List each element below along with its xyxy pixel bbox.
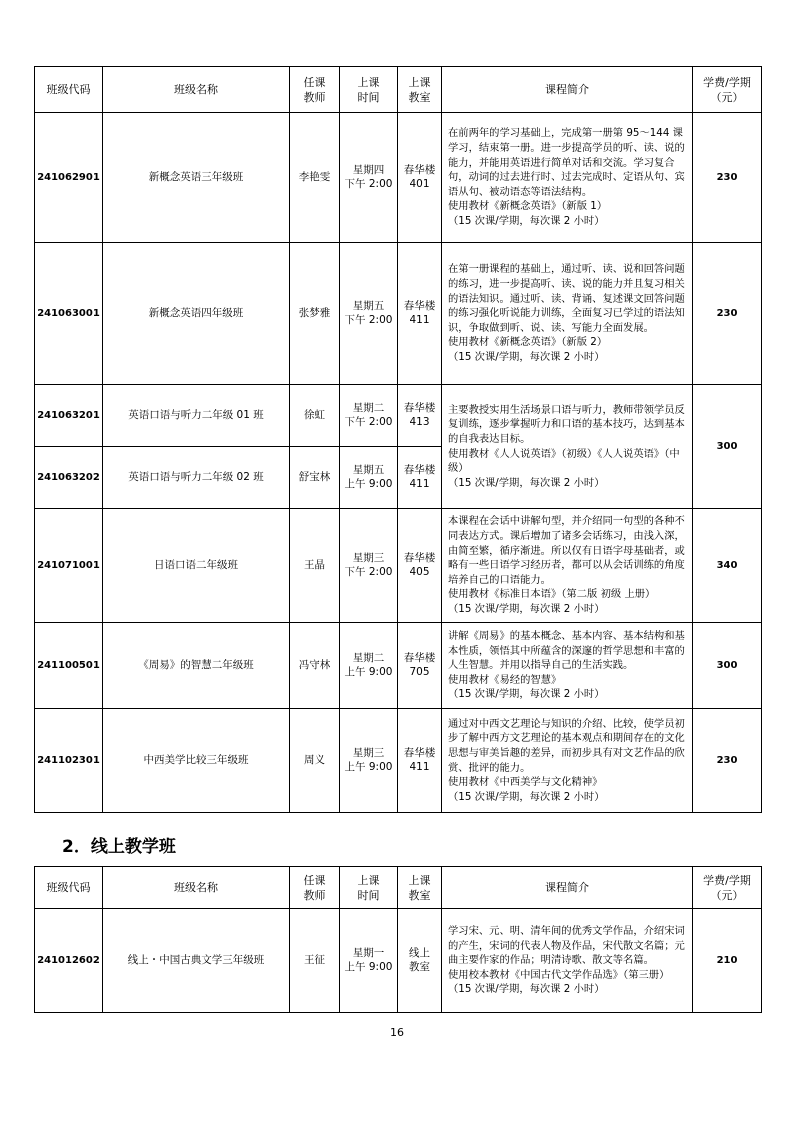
class-code: 241102301 xyxy=(35,709,103,813)
header-time: 上课 时间 xyxy=(340,867,398,909)
teacher: 王征 xyxy=(290,909,340,1013)
teacher: 王晶 xyxy=(290,509,340,623)
class-code: 241012602 xyxy=(35,909,103,1013)
course-intro: 本课程在会话中讲解句型，并介绍同一句型的各种不同表达方式。课后增加了诸多会话练习，由浅入深，由简至繁，循序渐进。所以仅有日语字母基础者，或略有一些日语学习经历者，都可以从会话训练的角度培养自己的口语能力。 使用教材《标准日本语》（第二版 初级 上册） （15 次课/学期，每次课 2 小时） xyxy=(442,509,693,623)
header-code: 班级代码 xyxy=(35,867,103,909)
class-code: 241100501 xyxy=(35,623,103,709)
header-room: 上课 教室 xyxy=(398,867,442,909)
class-time: 星期二 上午 9:00 xyxy=(340,623,398,709)
header-fee: 学费/学期 （元） xyxy=(693,867,762,909)
class-time: 星期五 上午 9:00 xyxy=(340,447,398,509)
header-room: 上课 教室 xyxy=(398,67,442,113)
page-number: 16 xyxy=(390,1026,404,1039)
class-name: 中西美学比较三年级班 xyxy=(103,709,290,813)
tuition-fee: 230 xyxy=(693,243,762,385)
course-intro: 在第一册课程的基础上，通过听、读、说和回答问题的练习，进一步提高听、读、说的能力并且复习相关的语法知识。通过听、读、背诵、复述课文回答问题的练习强化听说能力训练，全面复习已学过的语法知识，争取做到听、说、读、写能力全面发展。 使用教材《新概念英语》（新版 2） （15 次课/学期，每次课 2 小时） xyxy=(442,243,693,385)
class-time: 星期三 上午 9:00 xyxy=(340,709,398,813)
course-intro: 在前两年的学习基础上，完成第一册第 95～144 课学习，结束第一册。进一步提高学员的听、读、说的能力，并能用英语进行简单对话和交流。学习复合句，动词的过去进行时、过去完成时、定语从句、宾语从句、被动语态等语法结构。 使用教材《新概念英语》（新版 1） （15 次课/学期，每次课 2 小时） xyxy=(442,113,693,243)
class-name: 英语口语与听力二年级 02 班 xyxy=(103,447,290,509)
class-name: 日语口语二年级班 xyxy=(103,509,290,623)
table-row xyxy=(35,909,762,1013)
classroom: 春华楼 705 xyxy=(398,623,442,709)
course-intro: 主要教授实用生活场景口语与听力，教师带领学员反复训练，逐步掌握听力和口语的基本技巧，达到基本的自我表达目标。 使用教材《人人说英语》（初级）《人人说英语》（中级） （15 次课/学期，每次课 2 小时） xyxy=(442,385,693,509)
classroom: 春华楼 413 xyxy=(398,385,442,447)
classroom: 春华楼 405 xyxy=(398,509,442,623)
classroom: 线上 教室 xyxy=(398,909,442,1013)
section-title-online: 2．线上教学班 xyxy=(62,837,176,857)
class-time: 星期二 下午 2:00 xyxy=(340,385,398,447)
class-code: 241063201 xyxy=(35,385,103,447)
table-header-row xyxy=(35,867,762,909)
class-name: 《周易》的智慧二年级班 xyxy=(103,623,290,709)
classroom: 春华楼 411 xyxy=(398,447,442,509)
table-header-row xyxy=(35,67,762,113)
header-teacher: 任课 教师 xyxy=(290,67,340,113)
course-table-offline xyxy=(34,66,762,813)
header-time: 上课 时间 xyxy=(340,67,398,113)
teacher: 周义 xyxy=(290,709,340,813)
class-name: 新概念英语四年级班 xyxy=(103,243,290,385)
header-name: 班级名称 xyxy=(103,67,290,113)
class-name: 线上・中国古典文学三年级班 xyxy=(103,909,290,1013)
classroom: 春华楼 411 xyxy=(398,709,442,813)
table-row xyxy=(35,709,762,813)
table-row xyxy=(35,623,762,709)
tuition-fee: 230 xyxy=(693,113,762,243)
teacher: 冯守林 xyxy=(290,623,340,709)
header-fee: 学费/学期 （元） xyxy=(693,67,762,113)
course-intro: 讲解《周易》的基本概念、基本内容、基本结构和基本性质，领悟其中所蕴含的深邃的哲学思想和丰富的人生智慧。并用以指导自己的生活实践。 使用教材《易经的智慧》 （15 次课/学期，每次课 2 小时） xyxy=(442,623,693,709)
teacher: 张梦雅 xyxy=(290,243,340,385)
classroom: 春华楼 411 xyxy=(398,243,442,385)
class-code: 241062901 xyxy=(35,113,103,243)
table-row xyxy=(35,243,762,385)
classroom: 春华楼 401 xyxy=(398,113,442,243)
class-time: 星期三 下午 2:00 xyxy=(340,509,398,623)
teacher: 李艳雯 xyxy=(290,113,340,243)
table-row xyxy=(35,509,762,623)
class-name: 英语口语与听力二年级 01 班 xyxy=(103,385,290,447)
tuition-fee: 210 xyxy=(693,909,762,1013)
class-time: 星期五 下午 2:00 xyxy=(340,243,398,385)
course-intro: 学习宋、元、明、清年间的优秀文学作品，介绍宋词的产生，宋词的代表人物及作品，宋代散文名篇；元曲主要作家的作品；明清诗歌、散文等名篇。 使用校本教材《中国古代文学作品选》（第三册） （15 次课/学期，每次课 2 小时） xyxy=(442,909,693,1013)
tuition-fee: 340 xyxy=(693,509,762,623)
teacher: 舒宝林 xyxy=(290,447,340,509)
tuition-fee: 300 xyxy=(693,385,762,509)
header-intro: 课程简介 xyxy=(442,867,693,909)
teacher: 徐虹 xyxy=(290,385,340,447)
class-code: 241063001 xyxy=(35,243,103,385)
course-intro: 通过对中西文艺理论与知识的介绍、比较，使学员初步了解中西方文艺理论的基本观点和期间存在的文化思想与审美旨趣的差异，而初步具有对文艺作品的欣赏、批评的能力。 使用教材《中西美学与文化精神》 （15 次课/学期，每次课 2 小时） xyxy=(442,709,693,813)
class-time: 星期一 上午 9:00 xyxy=(340,909,398,1013)
course-table-online xyxy=(34,866,762,1013)
class-code: 241071001 xyxy=(35,509,103,623)
class-code: 241063202 xyxy=(35,447,103,509)
class-time: 星期四 下午 2:00 xyxy=(340,113,398,243)
tuition-fee: 230 xyxy=(693,709,762,813)
header-intro: 课程简介 xyxy=(442,67,693,113)
header-name: 班级名称 xyxy=(103,867,290,909)
tuition-fee: 300 xyxy=(693,623,762,709)
table-row xyxy=(35,385,762,447)
header-code: 班级代码 xyxy=(35,67,103,113)
table-row xyxy=(35,113,762,243)
header-teacher: 任课 教师 xyxy=(290,867,340,909)
class-name: 新概念英语三年级班 xyxy=(103,113,290,243)
